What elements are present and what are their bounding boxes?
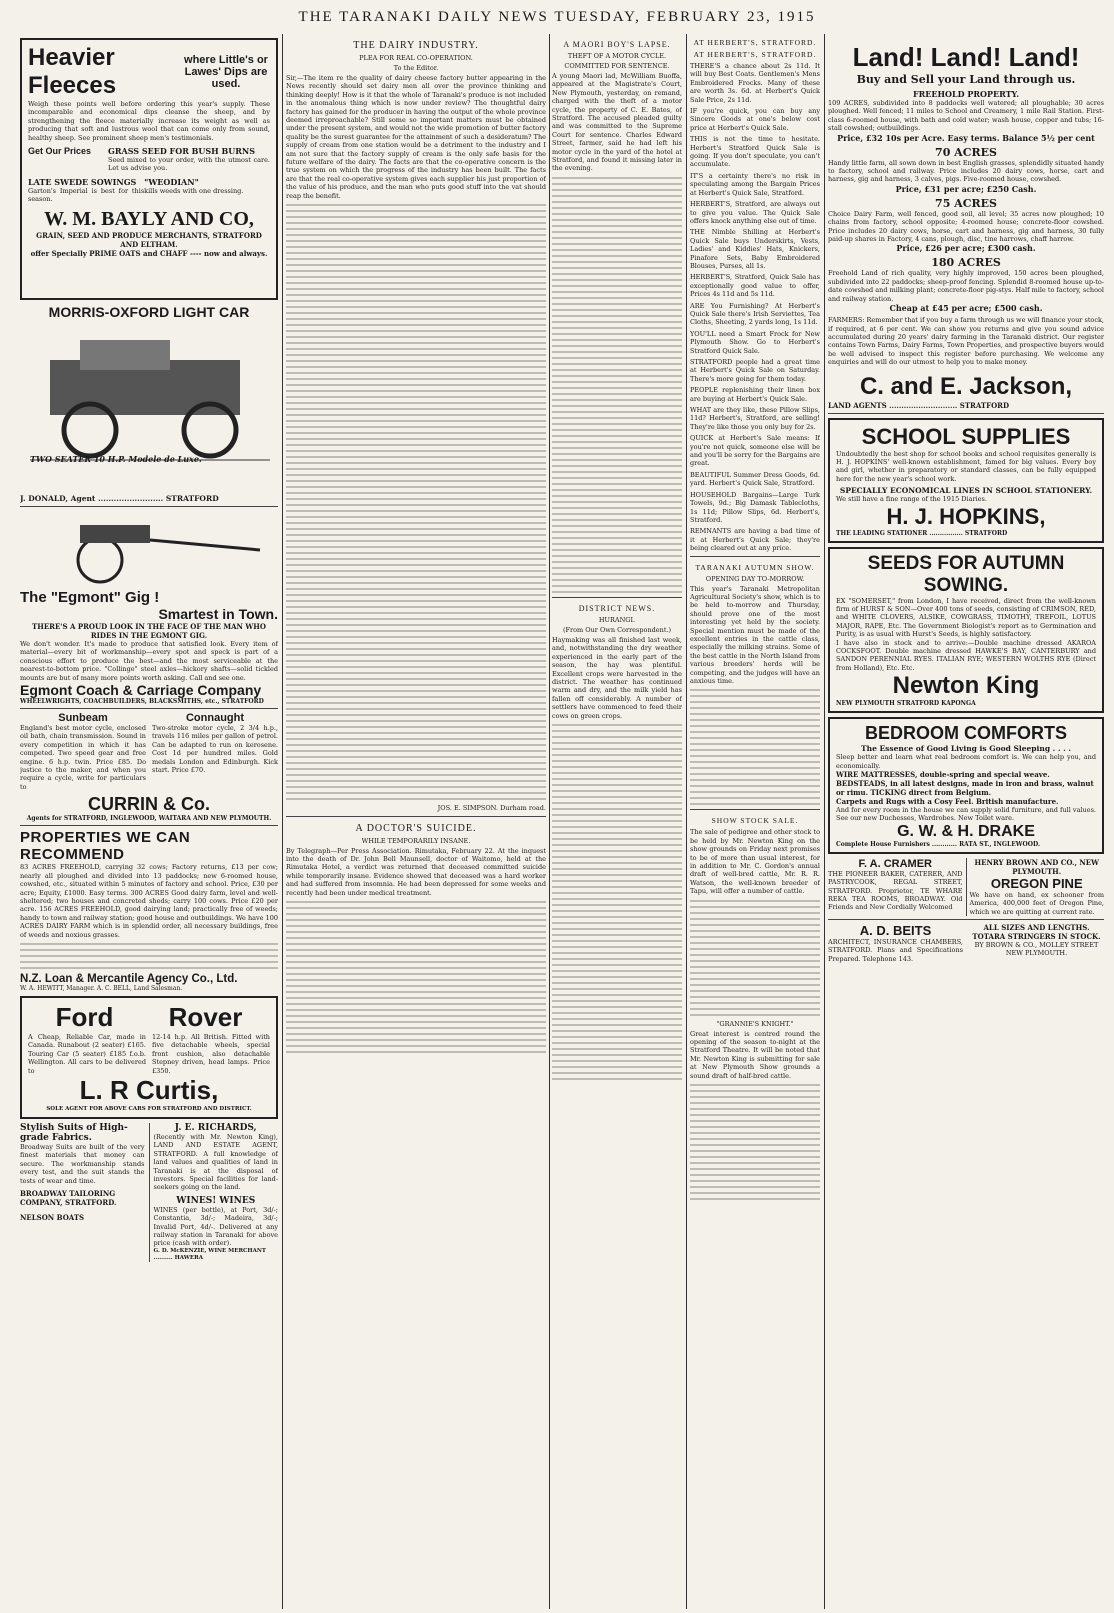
fleeces-body: Weigh these points well before ordering this year's supply. These incomparable and economical dips cleanse the sheep, and by strengthening the fleece materially increase its weight as well as producing that soft and lustrous wool that can come only from sound, healthy sheep. See prominent sheep men's testimonials.	[28, 100, 270, 142]
school-body: Undoubtedly the best shop for school books and school requisites generally is H. J. HOPKINS' well-known establishment, famed for big values. Every boy and girl, whether in preparatory or standard classes, can be fully equipped here for the new year's school work.	[836, 449, 1096, 483]
freehold: FREEHOLD PROPERTY.	[912, 89, 1020, 99]
prop4-head: 180 ACRES	[931, 256, 1001, 270]
richards-name: J. E. RICHARDS,	[174, 1122, 257, 1133]
district-sub: HURANGI.	[598, 615, 636, 624]
drake-name: G. W. & H. DRAKE	[897, 822, 1035, 840]
wines-head: WINES! WINES	[176, 1195, 256, 1206]
seeds-ad	[828, 547, 1104, 714]
nz-loan-sub: W. A. HEWITT, Manager. A. C. BELL, Land Salesman.	[20, 984, 183, 992]
maori-sub2: COMMITTED FOR SENTENCE.	[564, 62, 670, 70]
bedsteads: BEDSTEADS, in all latest designs, made in iron and brass, walnut or rimu. TICKING direct from Belgium.	[836, 779, 1094, 798]
hopkins-name: H. J. HOPKINS,	[886, 503, 1046, 529]
henry-brown: HENRY BROWN AND CO., NEW PLYMOUTH.	[974, 857, 1099, 876]
curtis-sub: SOLE AGENT FOR ABOVE CARS FOR STRATFORD AND DISTRICT.	[46, 1105, 252, 1112]
car-caption: TWO SEATER 10 H.P. Modele de Luxe.	[30, 454, 202, 464]
properties-ad	[20, 829, 278, 992]
oregon-pine: OREGON PINE	[990, 875, 1083, 891]
herbert-item: ARE You Furnishing? At Herbert's Quick Sale there's Irish Serviettes, Tea Cloths, Sheeting, 2 yards long, 1s 11d.	[690, 301, 820, 327]
herbert-item: IF you're quick, you can buy any Sincere Goods at one's below cost price at Herbert's Quick Sale.	[690, 107, 820, 132]
showstock-headline: SHOW STOCK SALE.	[711, 816, 799, 826]
jackson-name: C. and E. Jackson,	[859, 372, 1073, 400]
nelson: NELSON BOATS	[20, 1213, 85, 1222]
get-prices: Get Our Prices	[28, 146, 92, 157]
bedroom-ad	[828, 717, 1104, 854]
late-swede: LATE SWEDE SOWINGS	[28, 176, 137, 187]
totara: TOTARA STRINGERS IN STOCK.	[972, 932, 1101, 942]
ford-rover-ad	[20, 996, 278, 1119]
autumn-headline: TARANAKI AUTUMN SHOW.	[695, 562, 815, 572]
dairy-headline: THE DAIRY INDUSTRY.	[353, 40, 479, 51]
nz-loan: N.Z. Loan & Mercantile Agency Co., Ltd.	[20, 972, 238, 985]
jackson-sub: LAND AGENTS ............................ STRATFORD	[828, 400, 1010, 410]
gig-illustration	[20, 510, 278, 585]
coach-sub: WHEELWRIGHTS, COACHBUILDERS, BLACKSMITHS, etc., STRATFORD	[20, 698, 264, 706]
beits-name: A. D. BEITS	[859, 923, 932, 939]
egmont-gig: The "Egmont" Gig !	[20, 589, 160, 606]
beits-body: ARCHITECT, INSURANCE CHAMBERS, STRATFORD. Plans and Specifications Prepared. Telephone 143.	[828, 938, 963, 963]
grass-body: Seed mixed to your order, with the utmost care. Let us advise you.	[108, 156, 270, 173]
ford-title: Ford	[55, 1001, 114, 1032]
grass-seed: GRASS SEED FOR BUSH BURNS	[108, 146, 255, 157]
column-news	[552, 34, 682, 1609]
connaught-body: Two-stroke motor cycle, 2 3/4 h.p., travels 116 miles per gallon of petrol. Can be adapted to run on kerosene. Cost 1d per hundred miles. Gold medals London and Edinburgh. Kick start. Price £70.	[152, 724, 278, 775]
cramer-body: THE PIONEER BAKER, CATERER, AND PASTRYCOOK, REGAL STREET, STRATFORD. Proprietor, TE WHARE REKA TEA ROOMS, BROADWAY. Old Friends and New Cordially Welcomed	[828, 869, 963, 912]
herbert-item: REMNANTS are having a bad time of it at Herbert's Quick Sale; they're being cleared out at any price.	[690, 527, 820, 553]
prop1-price: Price, £32 10s per Acre. Easy terms. Balance 5½ per cent	[837, 132, 1095, 143]
herbert-items	[690, 62, 820, 553]
herbert-item: THE Nimble Shilling at Herbert's Quick Sale buys Underskirts, Vests, Ladies' and Kiddies' Hats, Knickers, Pinafore Sets, Baby Embroidered Blouses, Purses, all 1s.	[690, 228, 820, 270]
prop1-body: 109 ACRES, subdivided into 8 paddocks well watered; all ploughable; 30 acres ploughed. Well fenced; 11 miles to School and Creamery, 1 mile Rail Station. First-class 6-roomed house, with bath and cold water; wash house, copper and tubs; 16-stall cowshed; outbuildings.	[828, 99, 1104, 133]
school-ad	[828, 418, 1104, 543]
herbert-item: THERE'S a chance about 2s 11d. It will buy Best Coats. Gentlemen's Mens Embroidered Frocks. Many of these are worth 3s. 6d. at Herbert's Quick Sale Price, 2s 11d.	[690, 62, 820, 104]
autumn-sub: OPENING DAY TO-MORROW.	[705, 574, 805, 583]
prop2-head: 70 ACRES	[935, 145, 997, 159]
gig-body: We don't wonder. It's made to produce that satisfied look. Every item of material—every bit of workmanship—every spot and speck is part of a conscious effort to produce the best—and the most serviceable at the nearest-to-bottom price. "Collinge" steel axles—hickory shafts—solid tickled mounts are but of many more points worth asking. Call and see one.	[20, 640, 278, 682]
maori-headline: A MAORI BOY'S LAPSE.	[563, 40, 671, 49]
curtis-name: L. R Curtis,	[79, 1074, 219, 1105]
herbert-item: YOU'LL need a Smart Frock for New Plymouth Show. Go to Herbert's Stratford Quick Sale.	[690, 329, 820, 355]
herbert-head-1: AT HERBERT'S, STRATFORD.	[693, 38, 817, 47]
fleeces-headline: Heavier Fleeces	[28, 44, 117, 99]
herbert-item: WHAT are they like, these Pillow Slips, 11d? Herbert's, Stratford, are selling! They're like those you only buy for 2s.	[690, 406, 820, 431]
sunbeam-ad	[20, 712, 278, 822]
masthead: THE TARANAKI DAILY NEWS TUESDAY, FEBRUARY 23, 1915	[298, 9, 816, 25]
school-specially: SPECIALLY ECONOMICAL LINES IN SCHOOL STATIONERY.	[839, 486, 1093, 496]
herbert-item: HOUSEHOLD Bargains—Large Turk Towels, 9d.; Big Damask Tablecloths, 1s 11d; Pillow Slips, 6d. Herbert's, Stratford.	[690, 490, 820, 524]
ford-body: A Cheap, Reliable Car, made in Canada. Runabout (2 seater) £165. Touring Car (5 seater) £185 f.o.b. Wellington. All cars to be delivered to	[28, 1032, 146, 1075]
properties-body: 83 ACRES FREEHOLD, carrying 32 cows; Factory returns, £13 per cow; nearly all ploughed and divided into 13 paddocks; new 6-roomed house, cowshed, etc., situated within 5 minutes of factory and school. Price, £30 per acre; Equity, £1000. Easy terms. 300 ACRES Good dairy farm, level and well-sheltered; two houses and concreted sheds; carry 100 cows. Price £20 per acre. 156 ACRES FREEHOLD, good dairying land; practically free of weeds; handy to town and railway station; good house and outbuildings. We have 100 ACRES DAIRY FARM which is in splendid order, all necessary buildings, free of weeds and noxious grasses.	[20, 863, 278, 939]
fleeces-right: where Little's or Lawes' Dips are used.	[184, 54, 268, 90]
prop4-body: Freehold Land of rich quality, very highly improved, 150 acres been ploughed, subdivided into 22 paddocks; sheep-proof fencing. Splendid 8-roomed house up-to-date cowshed and milking plant; concrete-floor pig-stys. Half mile to factory, school and railway station.	[828, 269, 1104, 303]
donald-agent: J. DONALD, Agent ......................... STRATFORD	[20, 494, 219, 503]
all-sizes: ALL SIZES AND LENGTHS.	[983, 923, 1090, 933]
herbert-item: HERBERT'S, Stratford, are always out to give you value. The Quick Sale offers knock anything else out of time.	[690, 200, 820, 225]
mckenzie: G. D. McKENZIE, WINE MERCHANT .......... HAWERA	[153, 1247, 266, 1261]
bedroom-sub: The Essence of Good Living is Good Sleeping . . . .	[861, 744, 1071, 754]
column-ads-left	[20, 34, 278, 1609]
doctor-body: By Telegraph—Per Press Association. Rimutaka, February 22. At the inquest into the death of Dr. John Bell Maunsell, doctor of Waitomo, held at the Rimutaka Hotel, a verdict was returned that deceased committed suicide while temporarily insane. Evidence showed that deceased was a hard worker and had suffered from insomnia. He had been depressed for some weeks and recently had been under medical treatment.	[286, 846, 546, 897]
sunbeam-body: England's best motor cycle, enclosed oil bath, chain transmission. Sound in every competition in which it has competed. Two speed gear and free engine. 6 h.p. twin. Price £85. Do justice to the maker, and when you require a cycle, write for particulars to	[20, 724, 146, 791]
gig-ad	[20, 510, 278, 705]
currin-name: CURRIN & Co.	[88, 794, 210, 815]
column-herberts	[690, 34, 820, 1609]
newton-king: Newton King	[892, 672, 1040, 700]
seeds-head-2: SOWING.	[923, 574, 1009, 596]
herbert-item: HERBERT'S, Stratford, Quick Sale has exceptionally good value to offer, Prices 4s 11d and 5s 11d.	[690, 273, 820, 299]
bayly-sub: GRAIN, SEED AND PRODUCE MERCHANTS, STRATFORD AND ELTHAM.	[36, 230, 262, 249]
wines-body: WINES (per bottle), at Port, 3d/-; Constantia, 3d/-; Madeira, 3d/-; Invalid Port, 4d/-. Delivered at any railway station in Taranaki for above price (cash with order).	[153, 1205, 278, 1248]
hopkins-sub: THE LEADING STATIONER ................ STRATFORD	[836, 529, 1008, 537]
school-head: SCHOOL SUPPLIES	[861, 423, 1071, 449]
dairy-body: Sir,—The item re the quality of dairy cheese factory butter appearing in the News recently should set dairy men all over the province thinking and thinking deeply! How is it that the whole of Taranaki's produce is not included in the anomalous thing which is now under review? The thoughtful dairy factory has gained for the producer in having the output of the whole province deemed irreproachable? Still some so important matters must be obtained under the present system, and would not the wide promotion of butter factory quality be the surest guarantee for the attainment of such a desideratum? The supply of cream from one station would be a detriment to the industry and I am not sure that the factory supply of cream is the only safe basis for the future welfare of the dairy. The facts are that the co-operative concern is the true system on which the progress of the industry has been built. The facts are that the real co-operative system gives each supplier his just proportion of the value of his produce, and the man who puts good stuff into the vat should reap the benefit.	[286, 74, 546, 200]
maori-sub1: THEFT OF A MOTOR CYCLE.	[567, 52, 667, 60]
grannie-body: Great interest is centred round the opening of the season to-night at the Stratford Theatre. It will be noted that Mr. Newton King is submitting for sale at New Plymouth Show grounds a sound draft of half-bred cattle.	[690, 1029, 820, 1080]
dairy-to-editor: To the Editor.	[393, 64, 439, 72]
autumn-body: This year's Taranaki Metropolitan Agricultural Society's show, which is to be held to-morrow and Thursday, should prove one of the most interesting yet held by the society. Special mention must be made of the excellent entries in the cattle class, especially the milking strains. Some of the best cattle in the North Island from various breeders' herds will be competing, and the judges will have an anxious time.	[690, 584, 820, 685]
seeds-stock: I have also in stock and to arrive:—Double machine dressed AKAROA COCKSFOOT. Double machine dressed HAWKE'S BAY, CANTERBURY and SANDON PERENNIAL RYES. ITALIAN RYE; WESTERN WOLTHS RYE (Direct from Holland), Etc. Etc.	[836, 638, 1096, 672]
stylish-head: Stylish Suits of High-grade Fabrics.	[20, 1122, 128, 1143]
garton: Garton's Imperial is best for this season.	[28, 186, 145, 204]
column-dairy	[286, 34, 546, 1609]
weodian-body: kills weeds with one dressing.	[144, 186, 244, 195]
herbert-head-2: AT HERBERT'S, STRATFORD.	[693, 50, 817, 59]
stylish-body: Broadway Suits are built of the very finest materials that money can secure. The workmanship stands every test, and the suit stands the tests of wear and time.	[20, 1142, 145, 1185]
newton-sub: NEW PLYMOUTH STRATFORD KAPONGA	[836, 700, 976, 708]
school-diaries: We still have a fine range of the 1915 Diaries.	[836, 495, 987, 504]
oregon-body: We have on hand, ex schooner from America, 400,000 feet of Oregon Pine, which we are quitting at current rate.	[969, 890, 1104, 916]
herbert-item: STRATFORD people had a great time at Herbert's Quick Sale on Saturday. There's more going for them today.	[690, 358, 820, 383]
carpets: Carpets and Rugs with a Cosy Feel. British manufacture.	[836, 797, 1059, 807]
drake-sub: Complete House Furnishers ............ RATA ST., INGLEWOOD.	[836, 840, 1041, 848]
brown-addr: BY BROWN & CO., MOLLEY STREET NEW PLYMOUTH.	[974, 941, 1099, 958]
land-sub: Buy and Sell your Land through us.	[856, 73, 1076, 86]
herbert-item: IT'S a certainty there's no risk in speculating among the Bargain Prices at Herbert's Quick Sale, Stratford.	[690, 171, 820, 197]
car-ad	[20, 304, 278, 494]
bayly-offer: offer Specially PRIME OATS and CHAFF ---- now and always.	[30, 248, 268, 258]
gig-sub: THERE'S A PROUD LOOK IN THE FACE OF THE MAN WHO RIDES IN THE EGMONT GIG.	[32, 622, 266, 640]
prop4-price: Cheap at £45 per acre; £500 cash.	[889, 303, 1043, 314]
properties-head: PROPERTIES WE CAN RECOMMEND	[20, 829, 191, 864]
bedroom-head: BEDROOM COMFORTS	[865, 723, 1067, 744]
herbert-item: PEOPLE replenishing their linen box are buying at Herbert's Quick Sale.	[690, 386, 820, 403]
herbert-item: THIS is not the time to hesitate. Herbert's Stratford Quick Sale is going. If you don't speculate, you can't accumulate.	[690, 135, 820, 169]
seeds-head-1: SEEDS FOR AUTUMN	[867, 552, 1065, 574]
rover-title: Rover	[168, 1001, 243, 1032]
car-banner: MORRIS-OXFORD LIGHT CAR	[48, 304, 250, 320]
weodian: "WEODIAN"	[144, 176, 199, 187]
district-corr: (From Our Own Correspondent.)	[562, 625, 672, 634]
smartest: Smartest in Town.	[158, 606, 278, 622]
carpets-body: And for every room in the house we can supply solid furniture, and full values. See our new Duchesses, Wardrobes. New Toilet ware.	[836, 806, 1096, 823]
dairy-sub: PLEA FOR REAL CO-OPERATION.	[359, 54, 473, 62]
seeds-body: EX "SOMERSET," from London, I have received, direct from the well-known firm of HURST & SON—Over 400 tons of seeds, consisting of CRIMSON, RED, and WHITE CLOVERS, ALSIKE, COWGRASS, TIMOTHY, TREFOIL, LOTUS MAJOR, RAPE, Etc. The Government Biologist's report as to Germination and Purity, is as usual with Hurst's Seeds, is highly satisfactory.	[836, 596, 1096, 639]
prop3-price: Price, £26 per acre; £300 cash.	[896, 243, 1036, 254]
farmers-body: FARMERS: Remember that if you buy a farm through us we will finance your stock, if required, at 6 per cent. We can show you returns and give you sound advice accumulated during 20 years' dairy farming in the Taranaki district. Our register contains Town Farms, Dairy Farms, Town Properties, and prospective buyers would be well advised to inspect this register before purchasing. We welcome any enquiries and will do our utmost to help you to make money.	[828, 316, 1104, 367]
connaught-title: Connaught	[185, 712, 245, 725]
district-headline: DISTRICT NEWS.	[578, 603, 656, 613]
grannie-headline: "GRANNIE'S KNIGHT."	[716, 1019, 794, 1028]
fleeces-ad	[20, 38, 278, 300]
herbert-item: QUICK at Herbert's Sale means: If you're not quick, someone else will be and you'll be sorry for the Bargains are great.	[690, 434, 820, 468]
maori-body: A young Maori lad, McWilliam Buoffa, appeared at the Magistrate's Court, New Plymouth, yesterday, on remand, charged with the theft of a motor cycle, the property of C. E. Bates, of Stratford. The accused pleaded guilty and was committed to the Supreme Court for sentence. Charles Edward Street, farmer, said he had left his motor cycle in the yard of the hotel at Stratford, and found it missing later in the evening.	[552, 72, 682, 173]
rover-body: 12-14 h.p. All British. Fitted with five detachable wheels, special front cushion, also detachable Stepney driven, head lamps. Price £350.	[152, 1032, 270, 1075]
column-rule	[549, 34, 550, 1609]
land-headline: Land! Land! Land!	[852, 42, 1080, 72]
prop3-body: Choice Dairy Farm, well fenced, good soil, all level; 35 acres now ploughed; 10 chains from factory, school opposite; 4-roomed house; concrete-floor cowshed. Price includes 20 dairy cows, horse, cart and harness, gig and harness, 30 fully paid-up shares in Factory, 4 cans, plough, disc, tine harrows, chaff harrow.	[828, 209, 1104, 244]
mattresses: WIRE MATTRESSES, double-spring and special weave.	[836, 770, 1050, 780]
cramer-name: F. A. CRAMER	[858, 857, 933, 870]
column-land	[828, 34, 1104, 1609]
sunbeam-title: Sunbeam	[58, 712, 108, 725]
richards-body: (Recently with Mr. Newton King), LAND AND ESTATE AGENT, STRATFORD. A full knowledge of land values and qualities of land in Taranaki is at the disposal of investors. Special facilities for land-seekers going on the land.	[153, 1132, 278, 1192]
district-body: Haymaking was all finished last week, and, notwithstanding the dry weather experienced in the early part of the season, the hay was plentiful. Excellent crops were harvested in the district. The weather has continued warm and dry, and the milk yield has fallen off considerably. A number of settlers have commenced to feed their cows on green crops.	[552, 635, 682, 720]
column-rule	[282, 34, 283, 1609]
car-illustration	[20, 320, 278, 470]
prop3-head: 75 ACRES	[935, 196, 997, 210]
doctor-headline: A DOCTOR'S SUICIDE.	[355, 822, 477, 834]
prop2-price: Price, £31 per acre; £250 Cash.	[895, 183, 1037, 194]
bedroom-body: Sleep better and learn what real bedroom comfort is. We can help you, and economically.	[836, 753, 1096, 770]
currin-sub: Agents for STRATFORD, INGLEWOOD, WAITARA AND NEW PLYMOUTH.	[26, 815, 272, 823]
egmont-coach: Egmont Coach & Carriage Company	[20, 682, 262, 699]
column-rule	[824, 34, 825, 1609]
broadway: BROADWAY TAILORING COMPANY, STRATFORD.	[20, 1189, 117, 1207]
bayly-name: W. M. BAYLY AND CO,	[44, 207, 254, 230]
dairy-sign: JOS. E. SIMPSON. Durham road.	[437, 804, 546, 813]
herbert-item: BEAUTIFUL Summer Dress Goods, 6d. yard. Herbert's Quick Sale, Stratford.	[690, 470, 820, 488]
showstock-body: The sale of pedigree and other stock to be held by Mr. Newton King on the show grounds on Friday next promises to be of more than usual interest, for in addition to Mr. C. Gordon's annual draft of well-bred cattle, Mr. R. R. Watson, the well-known breeder of Tapu, will offer a number of cattle.	[690, 828, 820, 896]
doctor-sub: WHILE TEMPORARILY INSANE.	[361, 836, 471, 845]
prop2-body: Handy little farm, all sown down in best English grasses, splendidly situated handy to factory, school and railway. Price includes 20 dairy cows, horse, cart and harness, gig and harness, 3 calves, pigs. Five-roomed house, cowshed.	[828, 158, 1104, 184]
column-rule	[686, 34, 687, 1609]
